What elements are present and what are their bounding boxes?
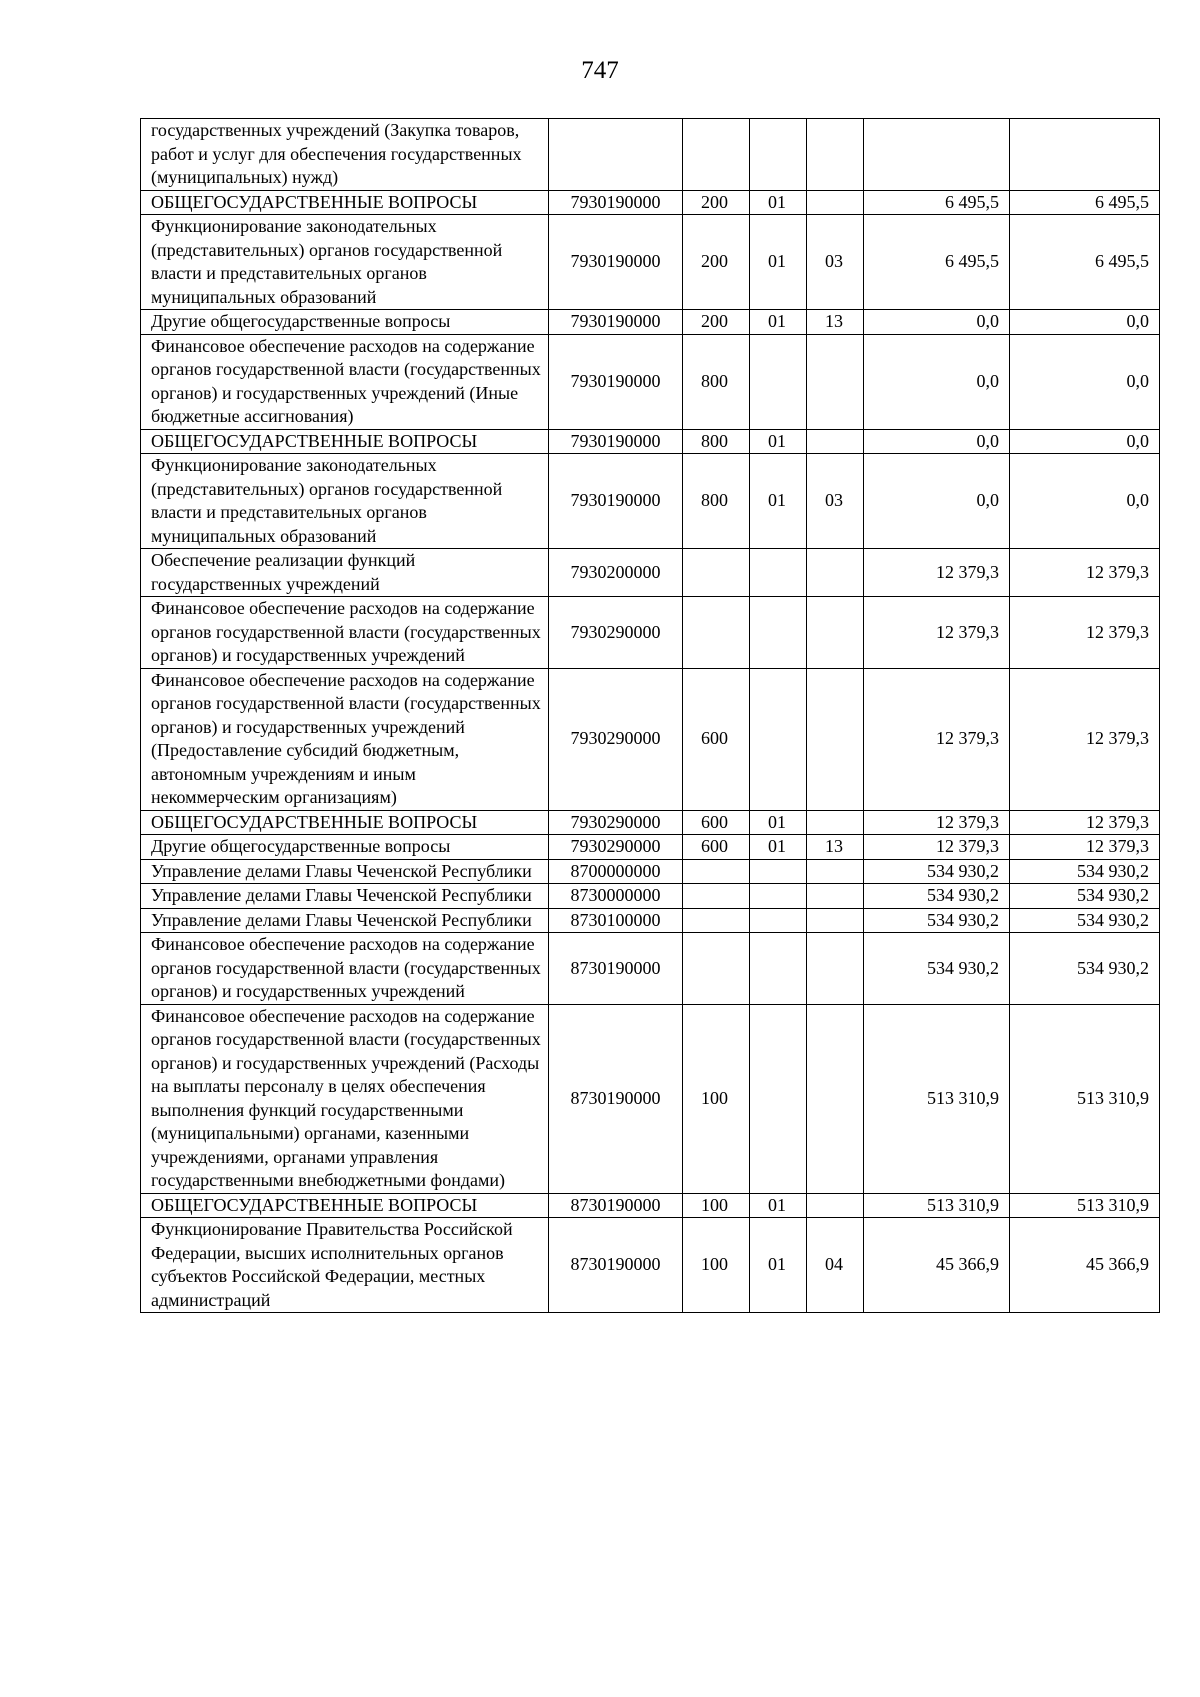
cell-expense-type (683, 859, 750, 884)
cell-name: Финансовое обеспечение расходов на содержание органов государственной власти (государственных органов) и государственных учреждений (Расходы на выплаты персоналу в целях обеспечения выполнения функций государственными (муниципальными) органами, казенными учреждениями, органами управления государственными внебюджетными фондами) (141, 1004, 549, 1193)
cell-target-article: 7930190000 (549, 454, 683, 549)
cell-section (750, 859, 807, 884)
cell-amount-1: 0,0 (864, 334, 1010, 429)
table-row (141, 810, 1160, 835)
cell-amount-1: 513 310,9 (864, 1004, 1010, 1193)
cell-expense-type: 100 (683, 1218, 750, 1313)
cell-expense-type: 200 (683, 190, 750, 215)
cell-amount-1: 45 366,9 (864, 1218, 1010, 1313)
cell-section (750, 334, 807, 429)
cell-name: Управление делами Главы Чеченской Республики (141, 884, 549, 909)
cell-section: 01 (750, 810, 807, 835)
cell-section: 01 (750, 1193, 807, 1218)
table-row (141, 884, 1160, 909)
table-row (141, 859, 1160, 884)
cell-amount-1: 6 495,5 (864, 190, 1010, 215)
cell-section (750, 549, 807, 597)
cell-subsection: 03 (807, 215, 864, 310)
cell-amount-2: 513 310,9 (1010, 1004, 1160, 1193)
cell-amount-1: 6 495,5 (864, 215, 1010, 310)
cell-name: ОБЩЕГОСУДАРСТВЕННЫЕ ВОПРОСЫ (141, 1193, 549, 1218)
cell-target-article: 7930190000 (549, 190, 683, 215)
cell-section (750, 597, 807, 669)
cell-section: 01 (750, 429, 807, 454)
cell-amount-2: 6 495,5 (1010, 190, 1160, 215)
cell-expense-type (683, 597, 750, 669)
cell-subsection (807, 884, 864, 909)
cell-amount-1: 534 930,2 (864, 933, 1010, 1005)
table-row (141, 454, 1160, 549)
cell-target-article: 8730100000 (549, 908, 683, 933)
cell-amount-2: 12 379,3 (1010, 597, 1160, 669)
cell-amount-2: 12 379,3 (1010, 835, 1160, 860)
cell-target-article: 7930290000 (549, 835, 683, 860)
table-row (141, 1004, 1160, 1193)
cell-expense-type: 800 (683, 429, 750, 454)
cell-section: 01 (750, 215, 807, 310)
cell-name: Финансовое обеспечение расходов на содержание органов государственной власти (государственных органов) и государственных учреждений (141, 933, 549, 1005)
cell-subsection (807, 429, 864, 454)
cell-target-article: 8730190000 (549, 933, 683, 1005)
cell-subsection (807, 668, 864, 810)
cell-target-article: 7930190000 (549, 334, 683, 429)
cell-subsection: 03 (807, 454, 864, 549)
cell-subsection: 04 (807, 1218, 864, 1313)
cell-name: Функционирование законодательных (представительных) органов государственной власти и представительных органов муниципальных образований (141, 215, 549, 310)
cell-amount-1: 12 379,3 (864, 810, 1010, 835)
cell-subsection (807, 908, 864, 933)
cell-amount-1: 0,0 (864, 310, 1010, 335)
cell-subsection (807, 933, 864, 1005)
cell-section: 01 (750, 454, 807, 549)
cell-target-article: 7930200000 (549, 549, 683, 597)
cell-name: государственных учреждений (Закупка товаров, работ и услуг для обеспечения государственных (муниципальных) нужд) (141, 119, 549, 191)
table-body (141, 119, 1160, 1313)
cell-subsection (807, 1004, 864, 1193)
table-row (141, 1193, 1160, 1218)
cell-amount-1: 12 379,3 (864, 597, 1010, 669)
cell-expense-type (683, 908, 750, 933)
table-row (141, 334, 1160, 429)
cell-amount-2: 0,0 (1010, 454, 1160, 549)
cell-target-article: 7930290000 (549, 810, 683, 835)
cell-subsection (807, 1193, 864, 1218)
cell-amount-2 (1010, 119, 1160, 191)
cell-amount-2: 0,0 (1010, 310, 1160, 335)
cell-expense-type: 200 (683, 215, 750, 310)
cell-subsection (807, 119, 864, 191)
table-row (141, 310, 1160, 335)
cell-amount-1: 534 930,2 (864, 884, 1010, 909)
table-row (141, 835, 1160, 860)
cell-section (750, 1004, 807, 1193)
cell-target-article: 7930290000 (549, 668, 683, 810)
cell-section: 01 (750, 835, 807, 860)
cell-target-article: 8730190000 (549, 1193, 683, 1218)
cell-name: Функционирование Правительства Российской Федерации, высших исполнительных органов субъектов Российской Федерации, местных администраций (141, 1218, 549, 1313)
cell-amount-1: 0,0 (864, 454, 1010, 549)
cell-section (750, 933, 807, 1005)
cell-expense-type: 100 (683, 1193, 750, 1218)
cell-name: Управление делами Главы Чеченской Республики (141, 908, 549, 933)
cell-name: ОБЩЕГОСУДАРСТВЕННЫЕ ВОПРОСЫ (141, 810, 549, 835)
cell-expense-type (683, 549, 750, 597)
cell-amount-1: 534 930,2 (864, 908, 1010, 933)
table-row (141, 597, 1160, 669)
cell-name: ОБЩЕГОСУДАРСТВЕННЫЕ ВОПРОСЫ (141, 429, 549, 454)
cell-subsection (807, 190, 864, 215)
cell-name: Финансовое обеспечение расходов на содержание органов государственной власти (государственных органов) и государственных учреждений (Иные бюджетные ассигнования) (141, 334, 549, 429)
cell-amount-1: 534 930,2 (864, 859, 1010, 884)
table-row (141, 119, 1160, 191)
cell-amount-1: 513 310,9 (864, 1193, 1010, 1218)
cell-amount-2: 534 930,2 (1010, 859, 1160, 884)
cell-subsection (807, 859, 864, 884)
cell-amount-2: 0,0 (1010, 334, 1160, 429)
cell-name: Функционирование законодательных (представительных) органов государственной власти и представительных органов муниципальных образований (141, 454, 549, 549)
cell-subsection (807, 334, 864, 429)
cell-expense-type (683, 119, 750, 191)
cell-name: Финансовое обеспечение расходов на содержание органов государственной власти (государственных органов) и государственных учреждений (Предоставление субсидий бюджетным, автономным учреждениям и иным некоммерческим организациям) (141, 668, 549, 810)
cell-section: 01 (750, 190, 807, 215)
cell-name: Финансовое обеспечение расходов на содержание органов государственной власти (государственных органов) и государственных учреждений (141, 597, 549, 669)
cell-name: ОБЩЕГОСУДАРСТВЕННЫЕ ВОПРОСЫ (141, 190, 549, 215)
cell-amount-2: 534 930,2 (1010, 933, 1160, 1005)
page-number: 747 (581, 57, 619, 84)
cell-amount-1: 12 379,3 (864, 835, 1010, 860)
cell-subsection (807, 810, 864, 835)
table-row (141, 933, 1160, 1005)
cell-target-article: 7930190000 (549, 310, 683, 335)
table-row (141, 1218, 1160, 1313)
cell-target-article: 7930290000 (549, 597, 683, 669)
cell-amount-2: 45 366,9 (1010, 1218, 1160, 1313)
cell-amount-1 (864, 119, 1010, 191)
cell-amount-2: 513 310,9 (1010, 1193, 1160, 1218)
cell-amount-2: 12 379,3 (1010, 668, 1160, 810)
cell-name: Управление делами Главы Чеченской Республики (141, 859, 549, 884)
cell-target-article: 8730190000 (549, 1218, 683, 1313)
cell-section (750, 119, 807, 191)
cell-amount-2: 534 930,2 (1010, 908, 1160, 933)
cell-amount-1: 0,0 (864, 429, 1010, 454)
cell-expense-type (683, 933, 750, 1005)
cell-section (750, 884, 807, 909)
cell-subsection (807, 549, 864, 597)
cell-expense-type: 800 (683, 334, 750, 429)
cell-subsection (807, 597, 864, 669)
cell-expense-type (683, 884, 750, 909)
cell-expense-type: 100 (683, 1004, 750, 1193)
cell-name: Другие общегосударственные вопросы (141, 835, 549, 860)
cell-expense-type: 600 (683, 810, 750, 835)
cell-expense-type: 600 (683, 835, 750, 860)
table-row (141, 429, 1160, 454)
cell-target-article: 8700000000 (549, 859, 683, 884)
cell-amount-1: 12 379,3 (864, 668, 1010, 810)
cell-target-article: 7930190000 (549, 429, 683, 454)
cell-subsection: 13 (807, 835, 864, 860)
cell-target-article: 8730190000 (549, 1004, 683, 1193)
cell-expense-type: 800 (683, 454, 750, 549)
cell-amount-2: 0,0 (1010, 429, 1160, 454)
cell-amount-2: 6 495,5 (1010, 215, 1160, 310)
table-row (141, 908, 1160, 933)
cell-section (750, 908, 807, 933)
cell-amount-2: 12 379,3 (1010, 549, 1160, 597)
cell-section: 01 (750, 1218, 807, 1313)
table-row (141, 549, 1160, 597)
cell-target-article (549, 119, 683, 191)
table-row (141, 668, 1160, 810)
cell-expense-type: 600 (683, 668, 750, 810)
table-row (141, 190, 1160, 215)
cell-name: Другие общегосударственные вопросы (141, 310, 549, 335)
cell-target-article: 8730000000 (549, 884, 683, 909)
table-row (141, 215, 1160, 310)
cell-target-article: 7930190000 (549, 215, 683, 310)
cell-expense-type: 200 (683, 310, 750, 335)
cell-amount-2: 12 379,3 (1010, 810, 1160, 835)
cell-section: 01 (750, 310, 807, 335)
cell-amount-2: 534 930,2 (1010, 884, 1160, 909)
cell-subsection: 13 (807, 310, 864, 335)
budget-table (140, 118, 1160, 1313)
cell-amount-1: 12 379,3 (864, 549, 1010, 597)
cell-name: Обеспечение реализации функций государственных учреждений (141, 549, 549, 597)
cell-section (750, 668, 807, 810)
